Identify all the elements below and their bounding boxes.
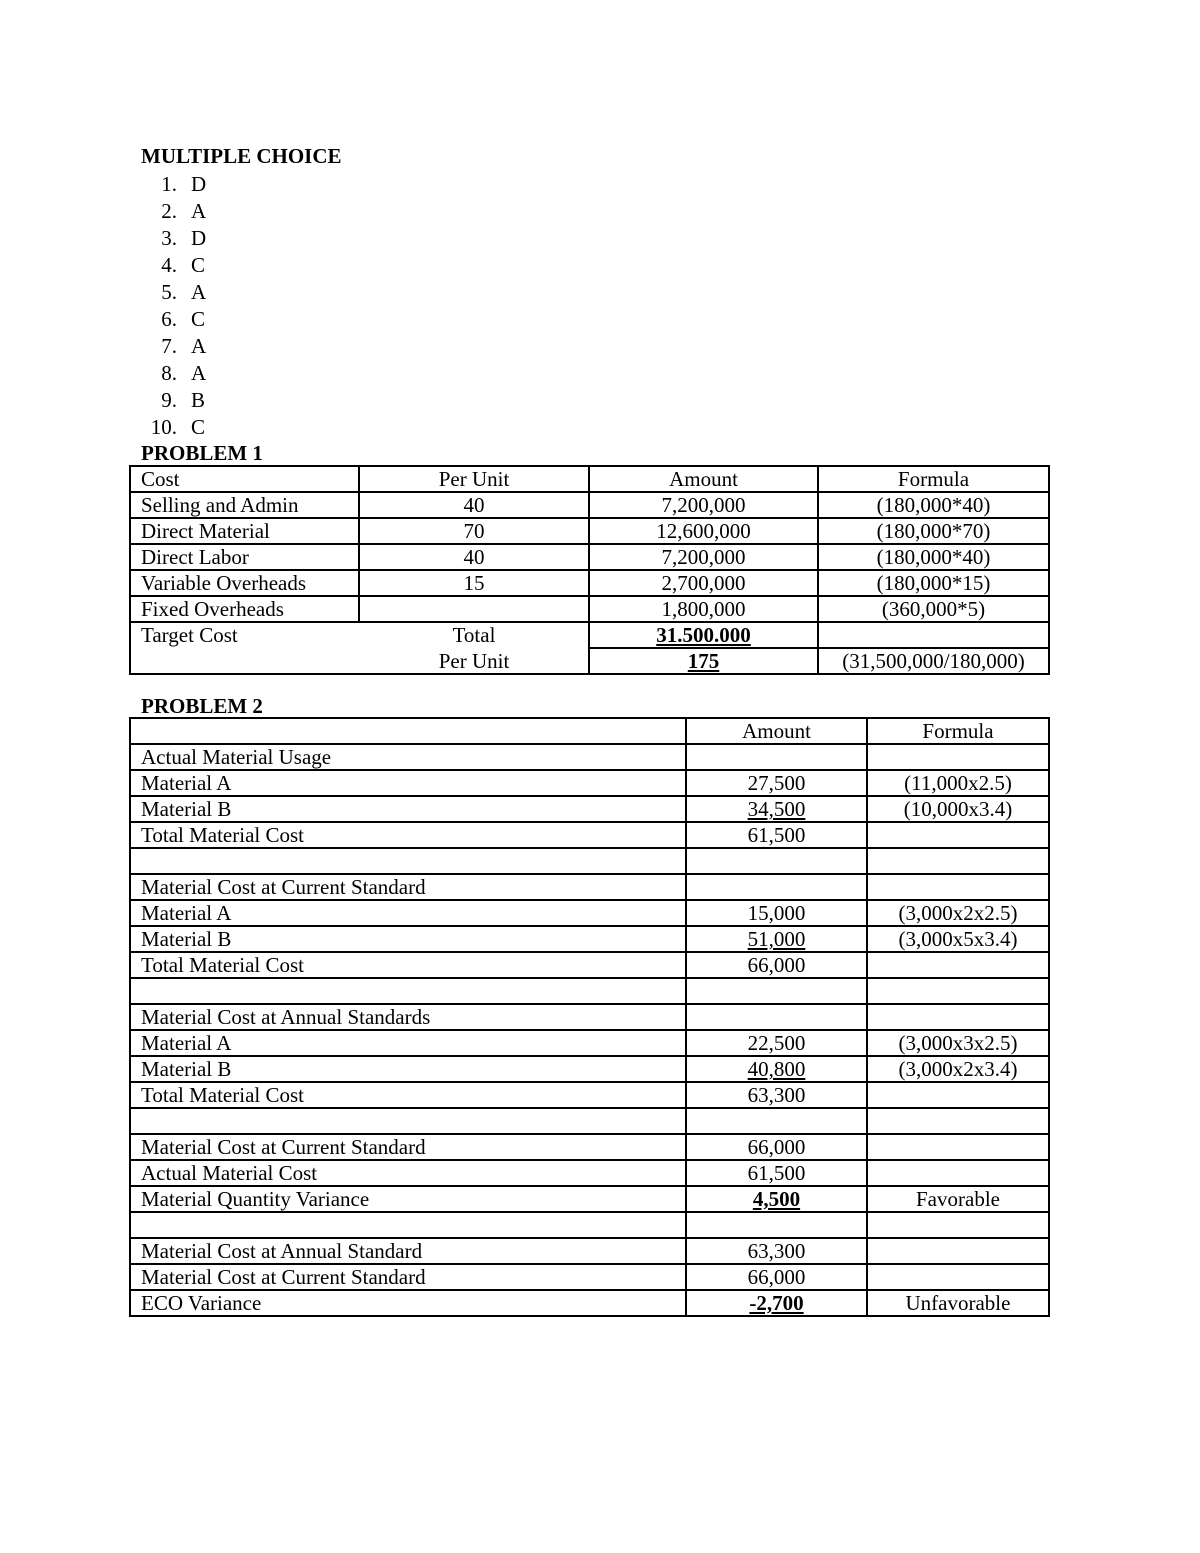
item-answer: A xyxy=(191,334,207,358)
total-formula xyxy=(818,622,1049,648)
table-row xyxy=(130,1160,1049,1186)
table-row xyxy=(130,596,1049,622)
cell-amount xyxy=(686,770,867,796)
cell-label: Material B xyxy=(130,1056,686,1082)
cell-per-unit: 15 xyxy=(359,570,589,596)
cell-label: Material Cost at Current Standard xyxy=(130,1134,686,1160)
cell-label: ECO Variance xyxy=(130,1290,686,1316)
table-row xyxy=(130,926,1049,952)
cell-label: Material B xyxy=(130,796,686,822)
cell-formula: (11,000x2.5) xyxy=(867,770,1049,796)
table-row xyxy=(130,952,1049,978)
problem1-heading: PROBLEM 1 xyxy=(141,441,263,465)
amount-value: 15,000 xyxy=(747,901,806,925)
cell-label xyxy=(130,978,686,1004)
cell-formula: Favorable xyxy=(867,1186,1049,1212)
list-item xyxy=(141,198,206,225)
table-row xyxy=(130,744,1049,770)
cell-formula: (180,000*40) xyxy=(818,492,1049,518)
cell-amount: 2,700,000 xyxy=(589,570,818,596)
cell-amount: 7,200,000 xyxy=(589,492,818,518)
cell-amount xyxy=(686,900,867,926)
item-answer: C xyxy=(191,307,206,331)
amount-value: 63,300 xyxy=(747,1083,806,1107)
cell-per-unit: 40 xyxy=(359,544,589,570)
table-row xyxy=(130,1004,1049,1030)
list-item xyxy=(141,306,206,333)
cell-amount: 7,200,000 xyxy=(589,544,818,570)
amount-value: 61,500 xyxy=(747,823,806,847)
cell-amount xyxy=(686,978,867,1004)
cell-label: Total Material Cost xyxy=(130,1082,686,1108)
item-number: 9. xyxy=(161,388,177,412)
item-number: 2. xyxy=(161,199,177,223)
total-amount-cell xyxy=(589,622,818,648)
table-row xyxy=(130,1134,1049,1160)
cell-amount xyxy=(686,1134,867,1160)
amount-value: 27,500 xyxy=(747,771,806,795)
cell-formula xyxy=(867,1082,1049,1108)
cell-label: Material A xyxy=(130,900,686,926)
cell-cost: Variable Overheads xyxy=(130,570,359,596)
per-unit-amount-cell xyxy=(589,648,818,674)
per-unit-formula: (31,500,000/180,000) xyxy=(818,648,1049,674)
cell-formula xyxy=(867,1238,1049,1264)
cell-formula xyxy=(867,1160,1049,1186)
cell-formula xyxy=(867,822,1049,848)
cell-label: Total Material Cost xyxy=(130,952,686,978)
item-number: 10. xyxy=(150,415,177,439)
cell-formula xyxy=(867,1264,1049,1290)
table-row xyxy=(130,518,1049,544)
cell-per-unit: 70 xyxy=(359,518,589,544)
cell-formula: (10,000x3.4) xyxy=(867,796,1049,822)
cell-amount: 12,600,000 xyxy=(589,518,818,544)
per-unit-label: Per Unit xyxy=(359,648,589,674)
amount-value: 34,500 xyxy=(747,797,806,821)
cell-amount xyxy=(686,1186,867,1212)
cell-label: Material A xyxy=(130,770,686,796)
cell-label xyxy=(130,848,686,874)
cell-label: Actual Material Cost xyxy=(130,1160,686,1186)
list-item xyxy=(141,414,206,441)
cell-cost: Direct Material xyxy=(130,518,359,544)
item-answer: C xyxy=(191,253,206,277)
table-row xyxy=(130,796,1049,822)
item-answer: D xyxy=(191,226,207,250)
cell-formula: (180,000*40) xyxy=(818,544,1049,570)
header-label xyxy=(130,718,686,744)
cell-label: Material B xyxy=(130,926,686,952)
cell-formula: (3,000x2x3.4) xyxy=(867,1056,1049,1082)
cell-amount xyxy=(686,1290,867,1316)
target-cost-per-unit-row xyxy=(130,648,1049,674)
amount-value: 66,000 xyxy=(747,1135,806,1159)
list-item xyxy=(141,279,206,306)
cell-amount xyxy=(686,744,867,770)
multiple-choice-heading: MULTIPLE CHOICE xyxy=(141,144,342,168)
cell-cost: Direct Labor xyxy=(130,544,359,570)
cell-formula: (180,000*70) xyxy=(818,518,1049,544)
list-item xyxy=(141,171,206,198)
cell-formula: (180,000*15) xyxy=(818,570,1049,596)
cell-formula xyxy=(867,1004,1049,1030)
header-amount: Amount xyxy=(589,466,818,492)
amount-value: 4,500 xyxy=(752,1187,801,1211)
cell-formula xyxy=(867,1134,1049,1160)
problem1-header-row xyxy=(130,466,1049,492)
list-item xyxy=(141,360,206,387)
cell-formula xyxy=(867,1212,1049,1238)
cell-amount xyxy=(686,1030,867,1056)
table-row xyxy=(130,544,1049,570)
cell-label: Material Cost at Annual Standards xyxy=(130,1004,686,1030)
amount-value: 63,300 xyxy=(747,1239,806,1263)
item-number: 6. xyxy=(161,307,177,331)
cell-formula: (360,000*5) xyxy=(818,596,1049,622)
item-answer: A xyxy=(191,361,207,385)
header-cost: Cost xyxy=(130,466,359,492)
cell-formula: (3,000x3x2.5) xyxy=(867,1030,1049,1056)
table-row xyxy=(130,492,1049,518)
amount-value: 66,000 xyxy=(747,953,806,977)
item-number: 3. xyxy=(161,226,177,250)
per-unit-amount: 175 xyxy=(687,649,720,673)
cell-formula xyxy=(867,952,1049,978)
amount-value: 51,000 xyxy=(747,927,806,951)
amount-value: -2,700 xyxy=(749,1291,804,1315)
cell-amount xyxy=(686,1264,867,1290)
cell-formula xyxy=(867,978,1049,1004)
cell-amount: 1,800,000 xyxy=(589,596,818,622)
problem1-table xyxy=(129,465,1050,675)
table-row xyxy=(130,1186,1049,1212)
amount-value: 66,000 xyxy=(747,1265,806,1289)
amount-value: 40,800 xyxy=(747,1057,806,1081)
table-row xyxy=(130,874,1049,900)
total-amount: 31.500.000 xyxy=(656,623,751,647)
cell-label: Material Quantity Variance xyxy=(130,1186,686,1212)
item-answer: D xyxy=(191,172,207,196)
amount-value: 22,500 xyxy=(747,1031,806,1055)
item-number: 7. xyxy=(161,334,177,358)
table-row xyxy=(130,900,1049,926)
cell-per-unit: 40 xyxy=(359,492,589,518)
amount-value: 61,500 xyxy=(747,1161,806,1185)
cell-formula xyxy=(867,1108,1049,1134)
cell-per-unit xyxy=(359,596,589,622)
cell-formula xyxy=(867,874,1049,900)
cell-amount xyxy=(686,874,867,900)
cell-formula: (3,000x2x2.5) xyxy=(867,900,1049,926)
list-item xyxy=(141,252,206,279)
cell-label xyxy=(130,1108,686,1134)
table-row xyxy=(130,1108,1049,1134)
cell-formula xyxy=(867,744,1049,770)
cell-amount xyxy=(686,926,867,952)
cell-amount xyxy=(686,1212,867,1238)
cell-amount xyxy=(686,1238,867,1264)
item-number: 4. xyxy=(161,253,177,277)
cell-amount xyxy=(686,1004,867,1030)
total-label: Total xyxy=(359,622,589,648)
cell-label: Material A xyxy=(130,1030,686,1056)
cell-label: Material Cost at Current Standard xyxy=(130,874,686,900)
header-per-unit: Per Unit xyxy=(359,466,589,492)
list-item xyxy=(141,225,206,252)
table-row xyxy=(130,1212,1049,1238)
header-formula: Formula xyxy=(818,466,1049,492)
table-row xyxy=(130,1056,1049,1082)
table-row xyxy=(130,848,1049,874)
table-row xyxy=(130,770,1049,796)
item-answer: B xyxy=(191,388,206,412)
cell-amount xyxy=(686,1108,867,1134)
cell-label: Actual Material Usage xyxy=(130,744,686,770)
cell-formula xyxy=(867,848,1049,874)
target-cost-total-row xyxy=(130,622,1049,648)
cell-amount xyxy=(686,822,867,848)
cell-amount xyxy=(686,1056,867,1082)
item-answer: A xyxy=(191,280,207,304)
table-row xyxy=(130,822,1049,848)
cell-cost: Fixed Overheads xyxy=(130,596,359,622)
target-cost-label: Target Cost xyxy=(130,622,359,648)
table-row xyxy=(130,1030,1049,1056)
list-item xyxy=(141,333,206,360)
item-number: 1. xyxy=(161,172,177,196)
table-row xyxy=(130,570,1049,596)
header-amount: Amount xyxy=(686,718,867,744)
cell-formula: (3,000x5x3.4) xyxy=(867,926,1049,952)
list-item xyxy=(141,387,206,414)
target-cost-blank xyxy=(130,648,359,674)
item-number: 5. xyxy=(161,280,177,304)
problem2-table xyxy=(129,717,1050,1317)
cell-label: Total Material Cost xyxy=(130,822,686,848)
cell-label: Material Cost at Annual Standard xyxy=(130,1238,686,1264)
table-row xyxy=(130,978,1049,1004)
cell-amount xyxy=(686,1160,867,1186)
table-row xyxy=(130,1238,1049,1264)
problem2-header-row xyxy=(130,718,1049,744)
cell-formula: Unfavorable xyxy=(867,1290,1049,1316)
table-row xyxy=(130,1290,1049,1316)
header-formula: Formula xyxy=(867,718,1049,744)
multiple-choice-answers xyxy=(141,171,206,441)
cell-amount xyxy=(686,848,867,874)
cell-amount xyxy=(686,952,867,978)
problem2-heading: PROBLEM 2 xyxy=(141,694,263,718)
cell-label xyxy=(130,1212,686,1238)
item-answer: C xyxy=(191,415,206,439)
cell-amount xyxy=(686,1082,867,1108)
item-answer: A xyxy=(191,199,207,223)
table-row xyxy=(130,1082,1049,1108)
item-number: 8. xyxy=(161,361,177,385)
cell-cost: Selling and Admin xyxy=(130,492,359,518)
cell-label: Material Cost at Current Standard xyxy=(130,1264,686,1290)
table-row xyxy=(130,1264,1049,1290)
cell-amount xyxy=(686,796,867,822)
